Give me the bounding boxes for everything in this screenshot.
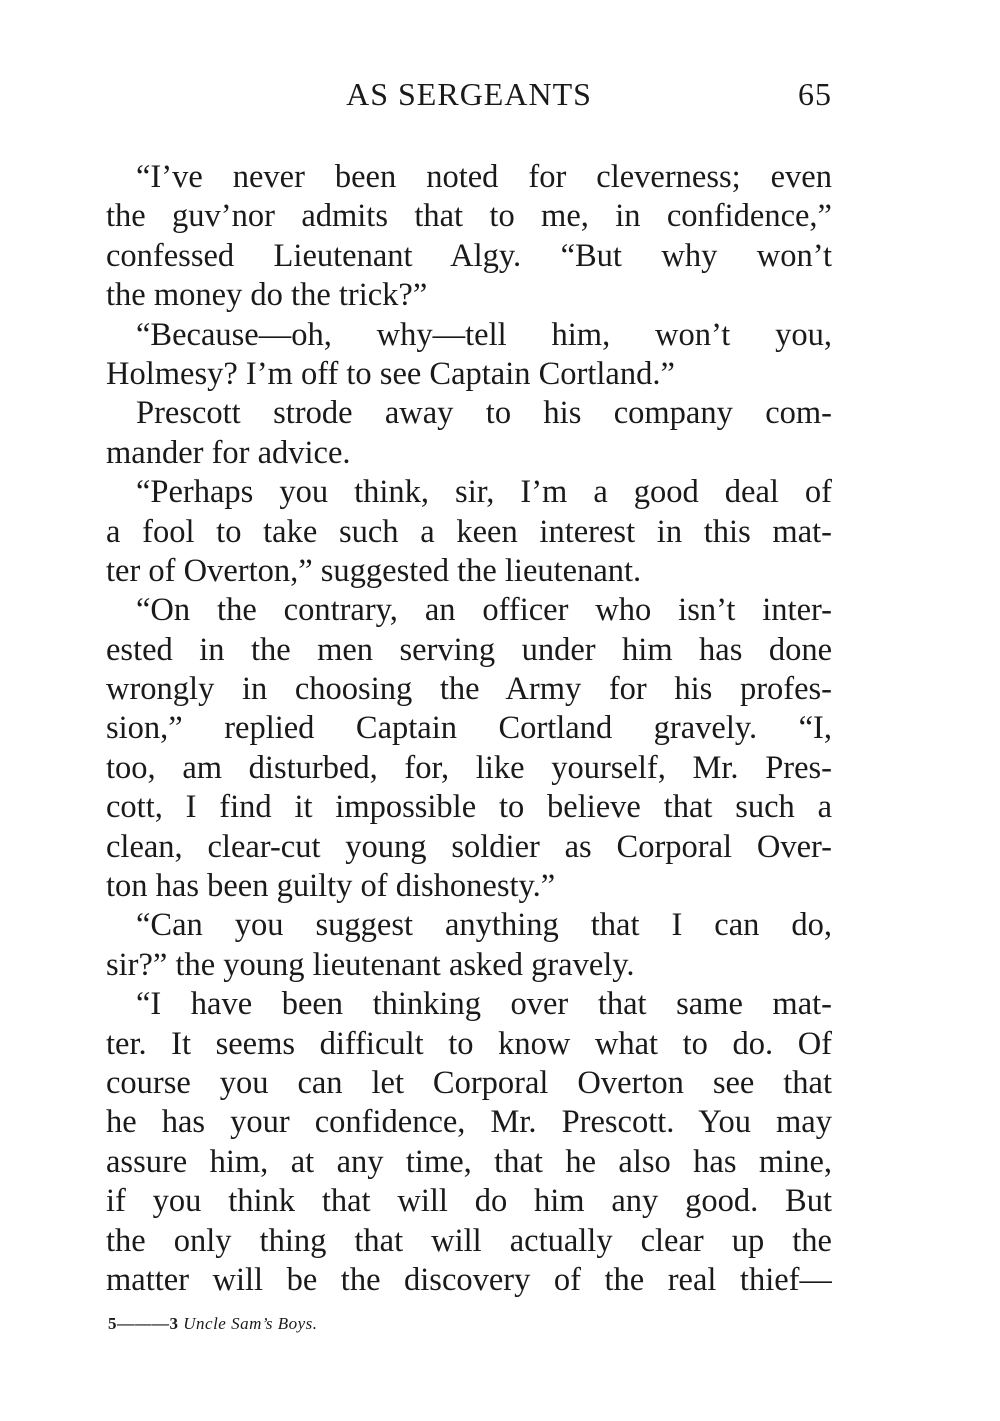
text-line: confessed Lieutenant Algy. “But why won’t — [106, 237, 832, 274]
text-line: “Because—oh, why—tell him, won’t you, — [136, 316, 832, 353]
signature-mark: 5———3 — [108, 1314, 179, 1333]
text-line: “I have been thinking over that same mat- — [136, 986, 832, 1023]
page-number: 65 — [798, 76, 832, 112]
text-line: if you think that will do him any good. But — [106, 1183, 832, 1220]
text-line: “Can you suggest anything that I can do, — [136, 907, 832, 944]
running-title: AS SERGEANTS — [346, 76, 592, 112]
text-line: ton has been guilty of dishonesty.” — [106, 868, 556, 905]
text-line: “Perhaps you think, sir, I’m a good deal of — [136, 474, 832, 511]
text-line: sion,” replied Captain Cortland gravely. “I, — [106, 710, 832, 747]
text-line: a fool to take such a keen interest in this mat- — [106, 513, 832, 550]
text-line: wrongly in choosing the Army for his profes- — [106, 671, 832, 708]
text-line: Prescott strode away to his company com- — [136, 395, 832, 432]
text-line: the guv’nor admits that to me, in confidence,” — [106, 198, 832, 235]
text-line: sir?” the young lieutenant asked gravely. — [106, 946, 635, 983]
text-line: too, am disturbed, for, like yourself, Mr. Pres- — [106, 749, 832, 786]
text-line: the only thing that will actually clear up the — [106, 1222, 832, 1259]
text-line: matter will be the discovery of the real thief— — [106, 1261, 832, 1298]
text-line: Holmesy? I’m off to see Captain Cortland.” — [106, 355, 675, 392]
body-text — [106, 158, 832, 1300]
text-line: course you can let Corporal Overton see that — [106, 1064, 832, 1101]
text-line: ter of Overton,” suggested the lieutenant. — [106, 552, 642, 589]
text-line: ested in the men serving under him has done — [106, 631, 832, 668]
text-line: “On the contrary, an officer who isn’t inter- — [136, 592, 832, 629]
text-line: clean, clear-cut young soldier as Corporal Over- — [106, 828, 832, 865]
running-header — [106, 76, 832, 120]
signature-footer — [108, 1314, 318, 1334]
text-line: cott, I find it impossible to believe that such a — [106, 789, 832, 826]
text-line: the money do the trick?” — [106, 277, 428, 314]
text-line: “I’ve never been noted for cleverness; even — [136, 159, 832, 195]
text-line: assure him, at any time, that he also has mine, — [106, 1143, 832, 1180]
text-line: mander for advice. — [106, 434, 351, 471]
footer-book-title: Uncle Sam’s Boys. — [183, 1314, 318, 1333]
text-line: he has your confidence, Mr. Prescott. You may — [106, 1104, 832, 1141]
text-line: ter. It seems difficult to know what to do. Of — [106, 1025, 832, 1062]
